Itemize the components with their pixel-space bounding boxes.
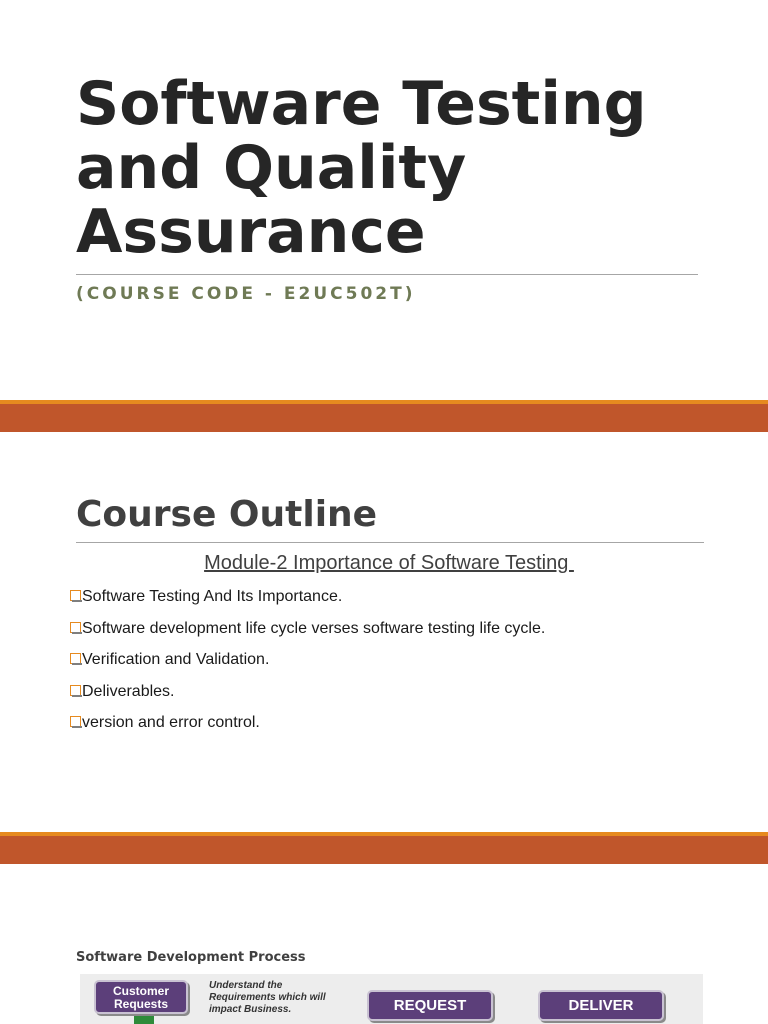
process-title: Software Development Process bbox=[76, 950, 306, 965]
outline-divider bbox=[76, 542, 704, 543]
requirements-note: Understand the Requirements which will impact Business. bbox=[209, 980, 326, 1015]
outline-title: Course Outline bbox=[76, 494, 378, 535]
process-diagram bbox=[80, 974, 703, 1024]
slide-title: Software Testing and Quality Assurance bbox=[76, 69, 647, 267]
list-item-text: Software Testing And Its Importance. bbox=[82, 588, 343, 605]
title-slide bbox=[0, 0, 768, 400]
slide-separator bbox=[0, 400, 768, 432]
deliver-box: DELIVER bbox=[538, 990, 664, 1021]
checkbox-square-icon bbox=[70, 685, 81, 696]
list-item-text: version and error control. bbox=[82, 714, 260, 732]
down-arrow-icon bbox=[134, 1016, 154, 1024]
checkbox-square-icon bbox=[70, 622, 81, 633]
list-item bbox=[70, 620, 545, 652]
development-process-slide bbox=[0, 864, 768, 1024]
course-outline-slide bbox=[0, 432, 768, 832]
list-item bbox=[70, 588, 545, 620]
course-code: (COURSE CODE - E2UC502T) bbox=[76, 284, 416, 304]
customer-requests-box: Customer Requests bbox=[94, 980, 188, 1014]
checkbox-square-icon bbox=[70, 653, 81, 664]
request-box: REQUEST bbox=[367, 990, 493, 1021]
checkbox-square-icon bbox=[70, 716, 81, 727]
slide-separator bbox=[0, 832, 768, 864]
list-item bbox=[70, 651, 545, 683]
module-heading: Module-2 Importance of Software Testing bbox=[204, 552, 574, 574]
list-item bbox=[70, 683, 545, 715]
bullet-list bbox=[70, 588, 545, 746]
title-divider bbox=[76, 274, 698, 275]
list-item-text: Software development life cycle verses software testing life cycle. bbox=[82, 619, 546, 637]
list-item-text: Verification and Validation. bbox=[82, 651, 270, 669]
list-item-text: Deliverables. bbox=[82, 682, 175, 700]
list-item bbox=[70, 714, 545, 746]
checkbox-square-icon bbox=[70, 590, 81, 601]
